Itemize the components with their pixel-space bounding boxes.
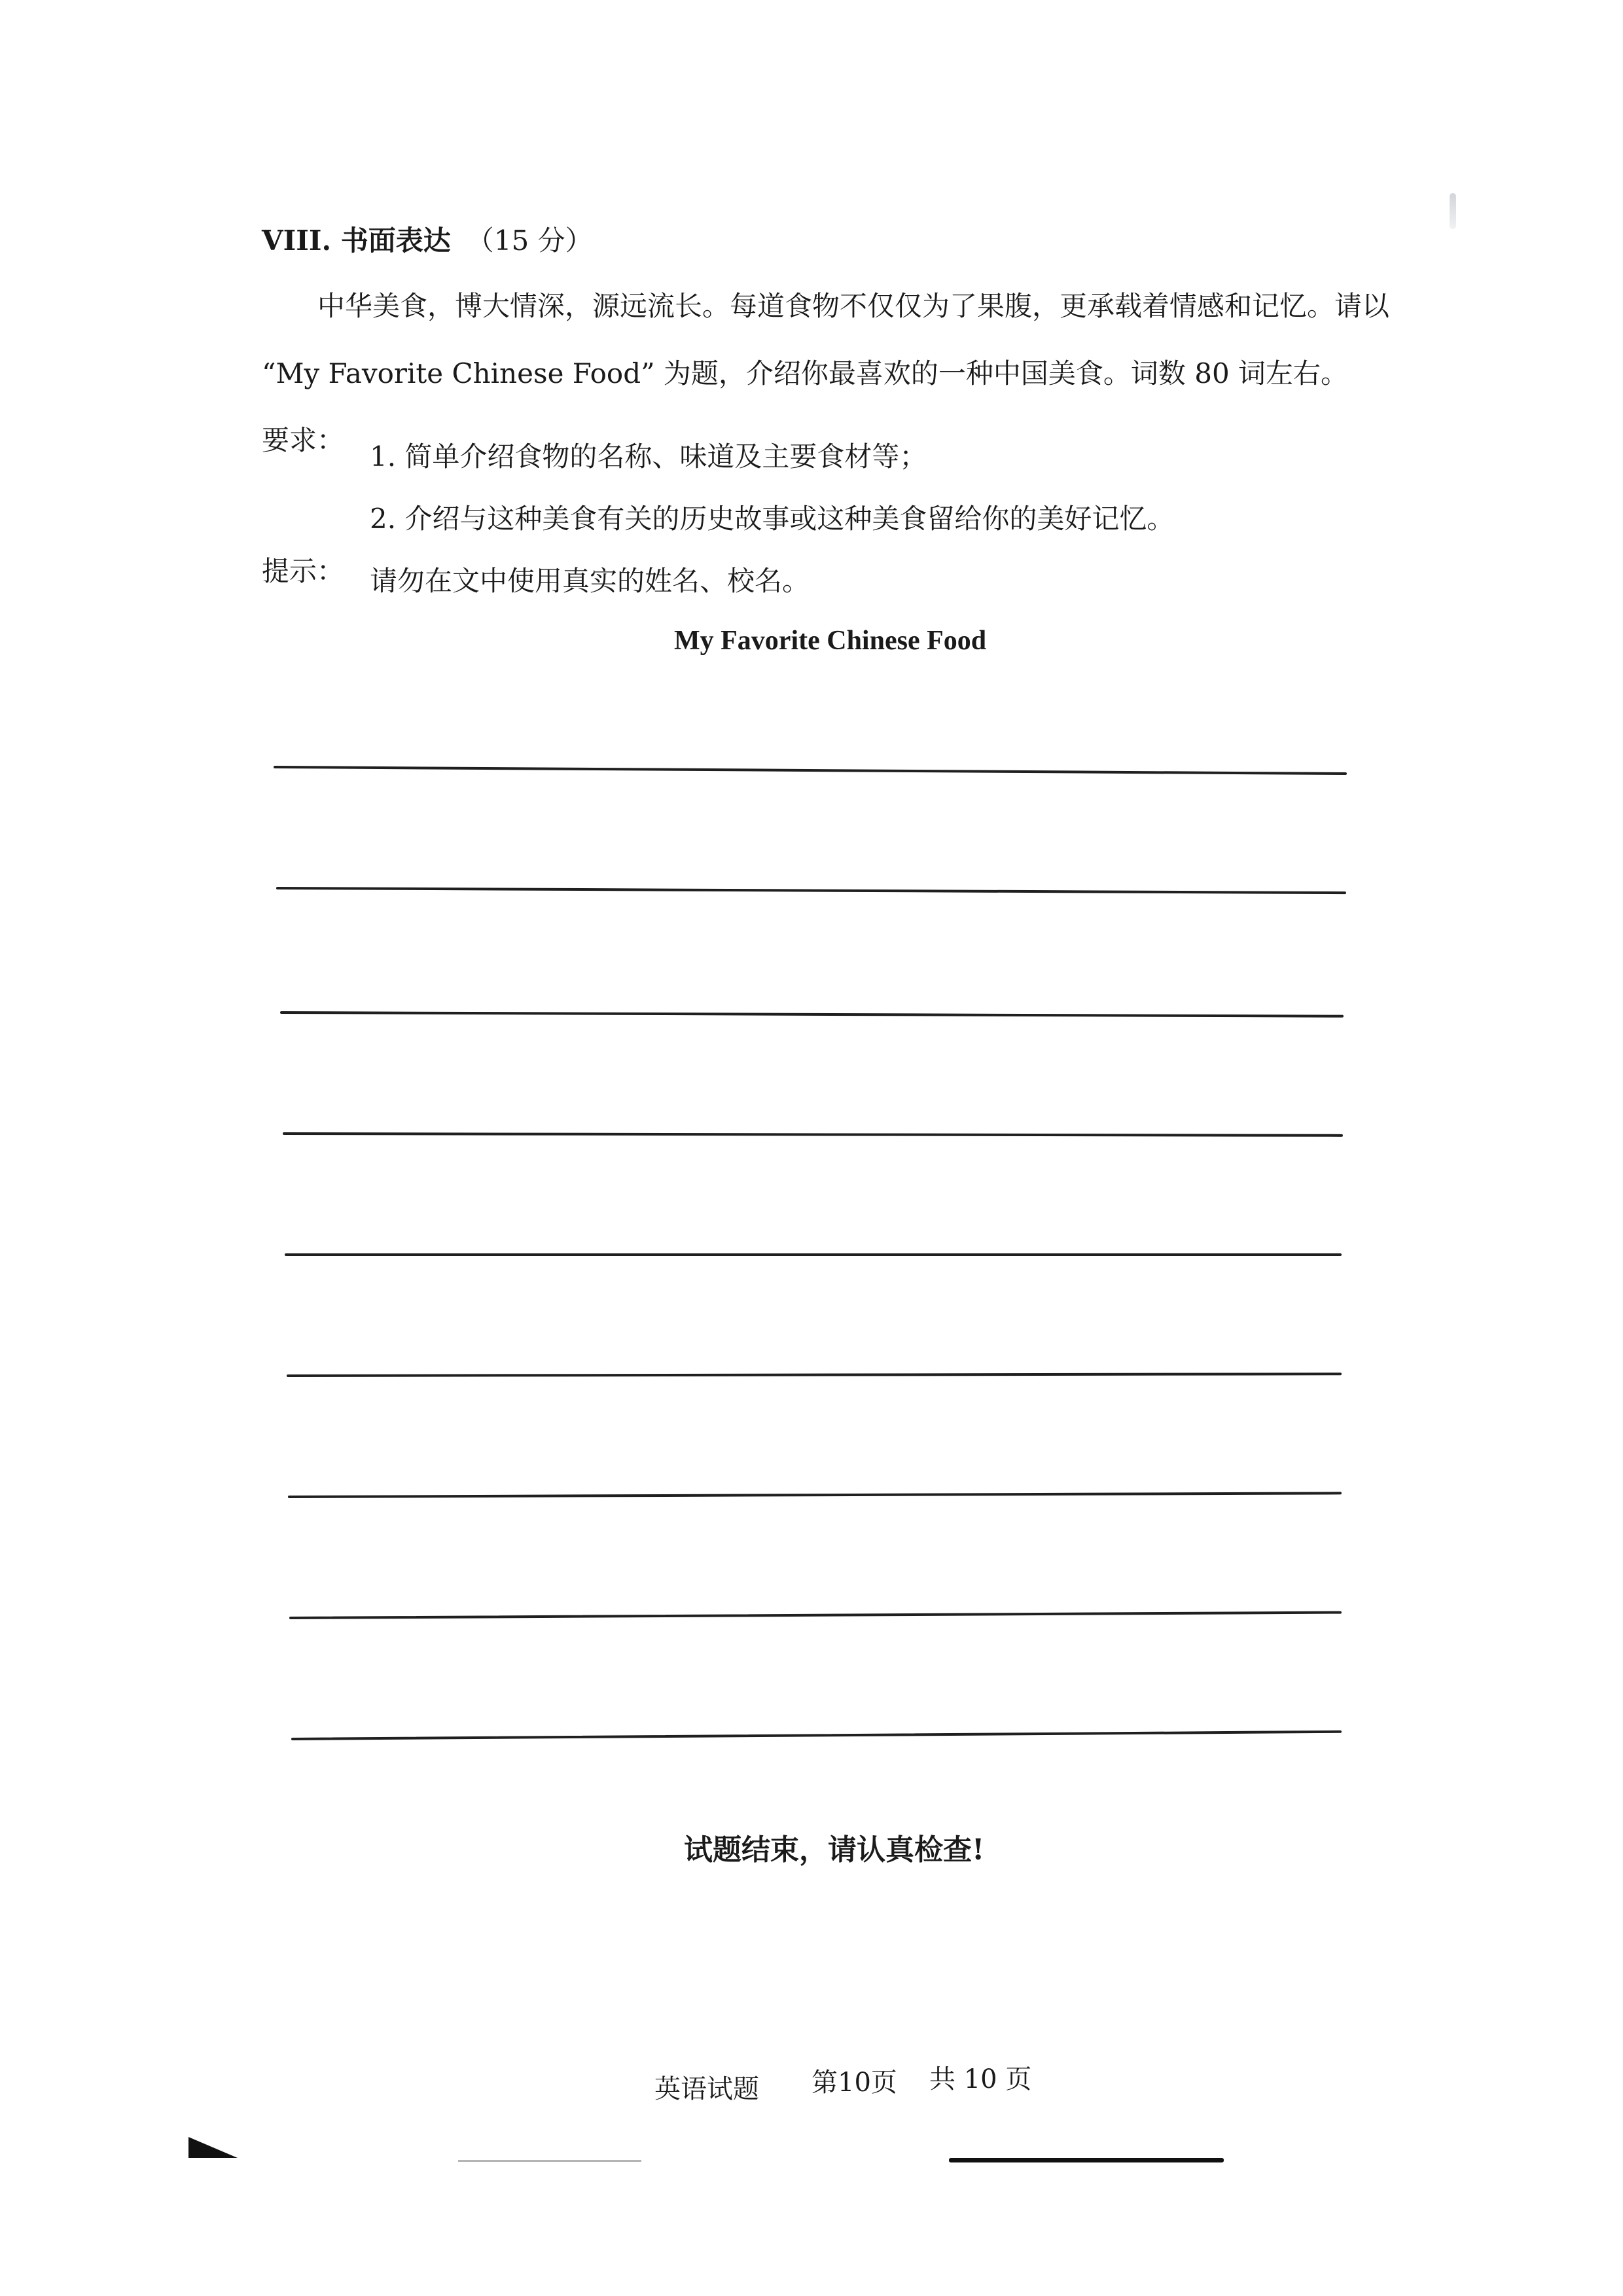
requirement-item-1: 1. 简单介绍食物的名称、味道及主要食材等； xyxy=(370,440,927,473)
scan-speck xyxy=(1450,193,1456,229)
writing-line[interactable] xyxy=(289,1611,1342,1619)
intro-line-1: 中华美食，博大情深，源远流长。每道食物不仅仅为了果腹，更承载着情感和记忆。请以 xyxy=(317,290,1390,322)
scan-bar xyxy=(949,2158,1224,2162)
writing-line[interactable] xyxy=(291,1731,1342,1740)
scan-faint-bar xyxy=(458,2160,641,2162)
footer-page-number: 第10页 xyxy=(812,2068,897,2098)
footer-total-pages: 共 10 页 xyxy=(929,2064,1032,2094)
writing-line[interactable] xyxy=(287,1372,1342,1377)
essay-title: My Favorite Chinese Food xyxy=(674,626,987,656)
writing-line[interactable] xyxy=(274,766,1347,775)
writing-line[interactable] xyxy=(285,1253,1342,1256)
requirements-label: 要求： xyxy=(262,424,345,456)
scan-corner-mark xyxy=(188,2137,238,2158)
section-score: （15 分） xyxy=(466,224,593,257)
section-title: VIII. 书面表达 xyxy=(262,224,451,257)
writing-line[interactable] xyxy=(283,1132,1343,1137)
hint-text: 请勿在文中使用真实的姓名、校名。 xyxy=(370,565,810,597)
intro-line-2: “My Favorite Chinese Food” 为题，介绍你最喜欢的一种中国美食。词数 80 词左右。 xyxy=(262,357,1349,389)
requirement-item-2: 2. 介绍与这种美食有关的历史故事或这种美食留给你的美好记忆。 xyxy=(370,503,1175,535)
closing-message: 试题结束，请认真检查! xyxy=(684,1833,985,1867)
section-heading xyxy=(262,219,593,259)
hint-label: 提示： xyxy=(262,555,345,587)
writing-line[interactable] xyxy=(280,1011,1344,1018)
footer-subject: 英语试题 xyxy=(654,2074,759,2104)
writing-line[interactable] xyxy=(288,1492,1342,1498)
writing-line[interactable] xyxy=(276,887,1346,894)
